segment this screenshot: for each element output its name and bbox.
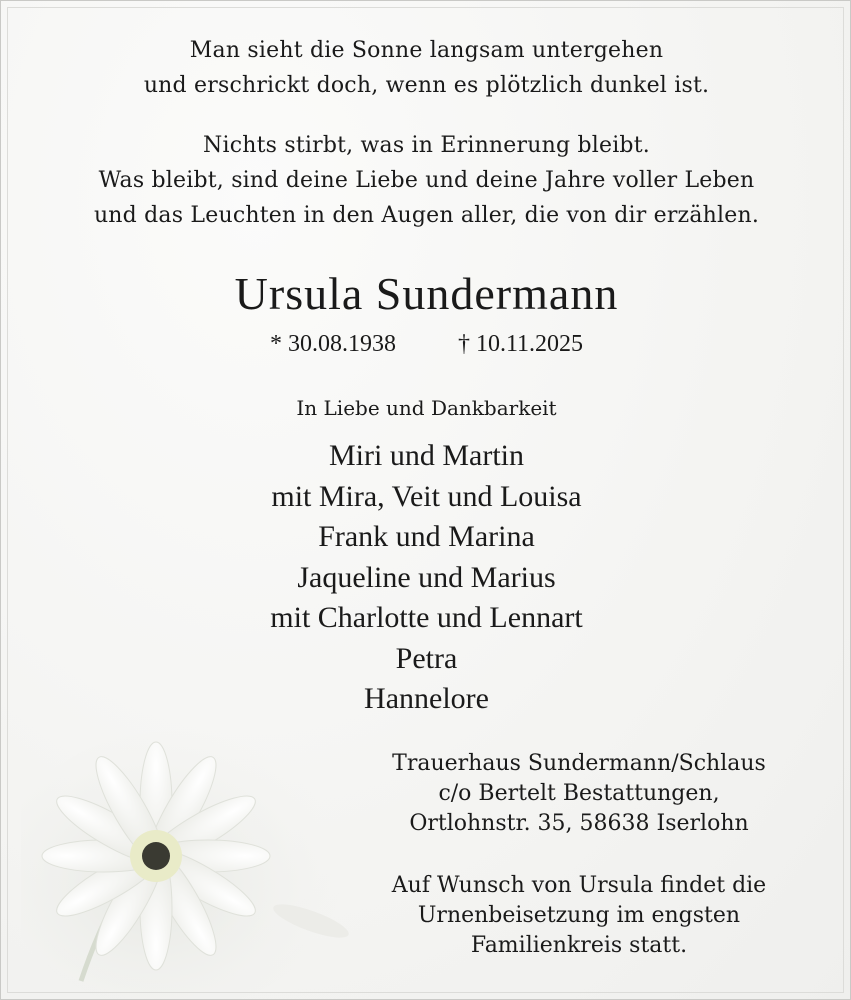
burial-note xyxy=(349,871,809,961)
gerbera-flower-icon xyxy=(21,721,351,1000)
poem-line: und erschrickt doch, wenn es plötzlich dunkel ist. xyxy=(143,73,710,98)
birth-date: * 30.08.1938 xyxy=(269,331,396,357)
mourner-line: Miri und Martin xyxy=(329,439,524,472)
mourners-intro: In Liebe und Dankbarkeit xyxy=(296,396,557,420)
poem-line: Was bleibt, sind deine Liebe und deine Jahre voller Leben xyxy=(98,168,755,193)
note-line: Familienkreis statt. xyxy=(470,933,688,958)
mourning-address xyxy=(349,749,809,839)
poem-line: Nichts stirbt, was in Erinnerung bleibt. xyxy=(203,133,650,158)
poem-line: Man sieht die Sonne langsam untergehen xyxy=(189,38,664,63)
poem-verse-2 xyxy=(1,128,851,233)
deceased-name: Ursula Sundermann xyxy=(234,268,619,319)
life-dates xyxy=(1,331,851,358)
note-line: Urnenbeisetzung im engsten xyxy=(417,903,741,928)
death-date: † 10.11.2025 xyxy=(457,331,584,357)
mourner-line: Frank und Marina xyxy=(318,520,535,553)
mourner-line: mit Charlotte und Lennart xyxy=(270,601,583,634)
note-line: Auf Wunsch von Ursula findet die xyxy=(391,873,767,898)
mourner-line: Petra xyxy=(395,641,458,675)
mourner-line: Jaqueline und Marius xyxy=(297,560,556,594)
address-line: Trauerhaus Sundermann/Schlaus xyxy=(392,751,766,776)
poem-verse-1 xyxy=(1,33,851,103)
address-line: c/o Bertelt Bestattungen, xyxy=(438,781,720,806)
address-line: Ortlohnstr. 35, 58638 Iserlohn xyxy=(409,811,749,836)
mourner-line: mit Mira, Veit und Louisa xyxy=(271,479,582,513)
mourners-list xyxy=(1,436,851,720)
poem-line: und das Leuchten in den Augen aller, die von dir erzählen. xyxy=(93,203,760,228)
mourner-line: Hannelore xyxy=(364,682,489,715)
